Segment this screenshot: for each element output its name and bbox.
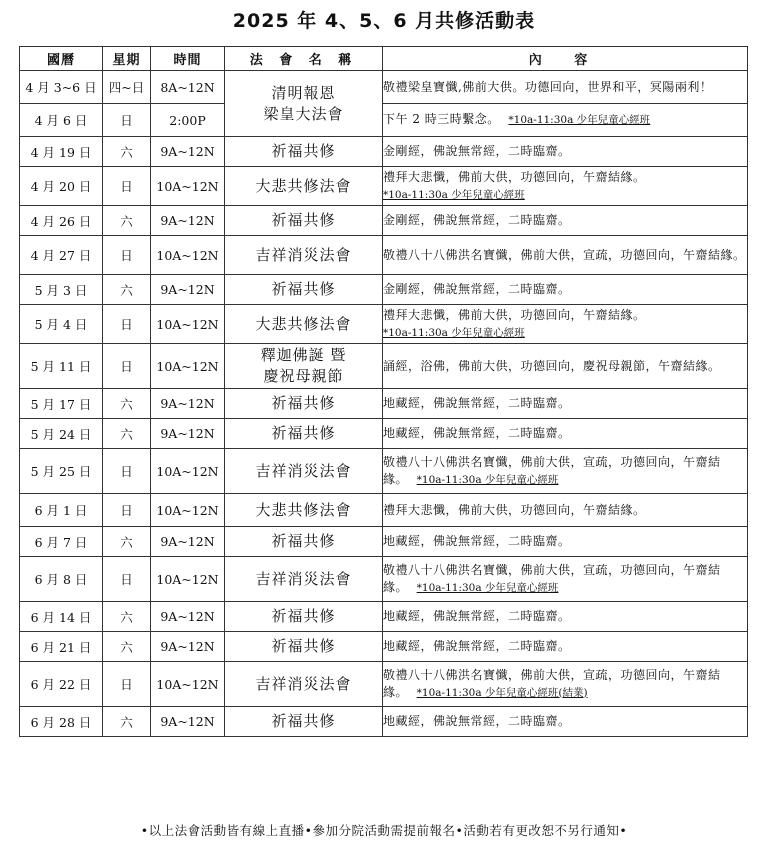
content-text: 地藏經，佛說無常經，二時臨齋。 (383, 714, 571, 728)
content-cell (383, 632, 748, 662)
event-name-cell (225, 167, 383, 206)
weekday-cell: 日 (103, 236, 151, 275)
event-name-line: 清明報恩 (271, 83, 336, 102)
event-name-cell (225, 662, 383, 707)
content-cell (383, 167, 748, 206)
date-cell: 6 月 8 日 (20, 557, 103, 602)
table-row (20, 449, 748, 494)
content-cell (383, 494, 748, 527)
date-cell: 6 月 7 日 (20, 527, 103, 557)
date-cell: 5 月 17 日 (20, 389, 103, 419)
page-title: 2025 年 4、5、6 月共修活動表 (232, 10, 536, 32)
content-text: 金剛經，佛說無常經，二時臨齋。 (383, 144, 571, 158)
date-cell: 4 月 6 日 (20, 104, 103, 137)
content-text: 禮拜大悲懺，佛前大供，功德回向，午齋結緣。 (383, 169, 646, 184)
table-row (20, 305, 748, 344)
table-row (20, 206, 748, 236)
class-note: *10a-11:30a 少年兒童心經班 (383, 188, 525, 201)
table-row (20, 137, 748, 167)
content-cell (383, 104, 748, 137)
event-name-cell (225, 305, 383, 344)
time-cell: 8A~12N (151, 71, 225, 104)
class-note: *10a-11:30a 少年兒童心經班 (508, 114, 651, 126)
date-cell: 5 月 25 日 (20, 449, 103, 494)
class-note: *10a-11:30a 少年兒童心經班 (383, 326, 525, 339)
event-name-line: 祈福共修 (271, 142, 336, 160)
table-row (20, 557, 748, 602)
time-cell: 10A~12N (151, 494, 225, 527)
date-cell: 5 月 3 日 (20, 275, 103, 305)
event-name-line: 大悲共修法會 (255, 500, 352, 519)
time-cell: 9A~12N (151, 419, 225, 449)
content-text: 敬禮八十八佛洪名寶懺，佛前大供，宣疏，功德回向，午齋結緣。 (383, 562, 721, 594)
event-name-line: 吉祥消災法會 (255, 569, 352, 588)
event-name-cell (225, 389, 383, 419)
weekday-cell: 日 (103, 449, 151, 494)
event-name-cell (225, 419, 383, 449)
header-day: 星期 (103, 47, 151, 71)
time-cell: 9A~12N (151, 137, 225, 167)
table-row (20, 494, 748, 527)
table-row (20, 662, 748, 707)
schedule-body (20, 71, 748, 737)
weekday-cell: 六 (103, 275, 151, 305)
header-date: 國曆 (20, 47, 103, 71)
date-cell: 6 月 22 日 (20, 662, 103, 707)
event-name-cell (225, 527, 383, 557)
header-event-name: 法 會 名 稱 (225, 47, 383, 71)
content-text: 誦經，浴佛，佛前大供，功德回向，慶祝母親節，午齋結緣。 (383, 358, 721, 373)
content-cell (383, 557, 748, 602)
header-content: 內 容 (383, 47, 748, 71)
content-cell (383, 707, 748, 737)
weekday-cell: 六 (103, 389, 151, 419)
event-name-line: 慶祝母親節 (263, 367, 344, 385)
event-name-line: 梁皇大法會 (263, 104, 344, 123)
event-name-cell (225, 707, 383, 737)
class-note: *10a-11:30a 少年兒童心經班 (416, 581, 559, 594)
time-cell: 9A~12N (151, 602, 225, 632)
event-name-cell (225, 206, 383, 236)
time-cell: 10A~12N (151, 305, 225, 344)
content-text: 金剛經，佛說無常經，二時臨齋。 (383, 213, 571, 227)
weekday-cell: 四~日 (103, 71, 151, 104)
time-cell: 10A~12N (151, 344, 225, 389)
table-row (20, 167, 748, 206)
weekday-cell: 日 (103, 305, 151, 344)
table-row (20, 527, 748, 557)
table-row (20, 707, 748, 737)
class-note: *10a-11:30a 少年兒童心經班 (416, 473, 559, 486)
event-name-line: 祈福共修 (271, 394, 336, 412)
event-name-line: 大悲共修法會 (255, 314, 352, 333)
table-row (20, 71, 748, 104)
content-cell (383, 71, 748, 104)
schedule-table (19, 46, 748, 737)
date-cell: 4 月 27 日 (20, 236, 103, 275)
content-text: 地藏經，佛說無常經，二時臨齋。 (383, 639, 571, 653)
content-text: 敬禮八十八佛洪名寶懺，佛前大供，宣疏，功德回向，午齋結緣。 (383, 667, 721, 699)
event-name-line: 祈福共修 (271, 280, 336, 298)
event-name-cell (225, 71, 383, 137)
weekday-cell: 六 (103, 419, 151, 449)
event-name-cell (225, 449, 383, 494)
event-name-line: 吉祥消災法會 (255, 461, 352, 480)
content-text: 敬禮梁皇寶懺,佛前大供。功德回向，世界和平，冥陽兩利！ (383, 79, 713, 94)
date-cell: 6 月 1 日 (20, 494, 103, 527)
table-row (20, 236, 748, 275)
event-name-cell (225, 236, 383, 275)
event-name-cell (225, 494, 383, 527)
time-cell: 10A~12N (151, 167, 225, 206)
event-name-cell (225, 557, 383, 602)
event-name-line: 大悲共修法會 (255, 176, 352, 195)
table-row (20, 344, 748, 389)
content-text: 地藏經，佛說無常經，二時臨齋。 (383, 426, 571, 440)
content-cell (383, 275, 748, 305)
content-cell (383, 602, 748, 632)
content-text: 禮拜大悲懺，佛前大供，功德回向，午齋結緣。 (383, 307, 646, 322)
weekday-cell: 日 (103, 662, 151, 707)
time-cell: 9A~12N (151, 707, 225, 737)
event-name-cell (225, 137, 383, 167)
table-row (20, 275, 748, 305)
content-cell (383, 236, 748, 275)
event-name-line: 釋迦佛誕 暨 (260, 346, 347, 364)
content-text: 下午 2 時三時繫念。 (383, 112, 500, 126)
table-row (20, 632, 748, 662)
weekday-cell: 六 (103, 527, 151, 557)
time-cell: 10A~12N (151, 662, 225, 707)
date-cell: 4 月 26 日 (20, 206, 103, 236)
event-name-line: 祈福共修 (271, 607, 336, 625)
table-header-row (20, 47, 748, 71)
content-text: 敬禮八十八佛洪名寶懺，佛前大供，宣疏，功德回向，午齋結緣。 (383, 454, 721, 486)
weekday-cell: 六 (103, 206, 151, 236)
date-cell: 5 月 11 日 (20, 344, 103, 389)
class-note: *10a-11:30a 少年兒童心經班(結業) (416, 686, 588, 699)
content-cell (383, 419, 748, 449)
time-cell: 10A~12N (151, 236, 225, 275)
weekday-cell: 六 (103, 707, 151, 737)
event-name-line: 祈福共修 (271, 712, 336, 730)
footer-notice: •以上法會活動皆有線上直播•參加分院活動需提前報名•活動若有更改恕不另行通知• (140, 823, 628, 838)
event-name-cell (225, 602, 383, 632)
content-cell (383, 389, 748, 419)
time-cell: 9A~12N (151, 389, 225, 419)
weekday-cell: 六 (103, 602, 151, 632)
time-cell: 9A~12N (151, 527, 225, 557)
event-name-line: 祈福共修 (271, 424, 336, 442)
event-name-line: 吉祥消災法會 (255, 245, 352, 264)
content-cell (383, 305, 748, 344)
table-row (20, 419, 748, 449)
weekday-cell: 六 (103, 137, 151, 167)
content-text: 地藏經，佛說無常經，二時臨齋。 (383, 396, 571, 410)
date-cell: 6 月 14 日 (20, 602, 103, 632)
weekday-cell: 日 (103, 104, 151, 137)
content-cell (383, 662, 748, 707)
time-cell: 9A~12N (151, 632, 225, 662)
weekday-cell: 日 (103, 494, 151, 527)
date-cell: 6 月 21 日 (20, 632, 103, 662)
content-cell (383, 527, 748, 557)
content-text: 金剛經，佛說無常經，二時臨齋。 (383, 282, 571, 296)
event-name-cell (225, 344, 383, 389)
content-text: 禮拜大悲懺，佛前大供，功德回向，午齋結緣。 (383, 502, 646, 517)
content-cell (383, 206, 748, 236)
content-text: 地藏經，佛說無常經，二時臨齋。 (383, 534, 571, 548)
date-cell: 4 月 3~6 日 (20, 71, 103, 104)
time-cell: 10A~12N (151, 557, 225, 602)
content-cell (383, 449, 748, 494)
event-name-line: 祈福共修 (271, 532, 336, 550)
event-name-line: 吉祥消災法會 (255, 674, 352, 693)
date-cell: 5 月 4 日 (20, 305, 103, 344)
content-text: 地藏經，佛說無常經，二時臨齋。 (383, 609, 571, 623)
table-row (20, 602, 748, 632)
event-name-line: 祈福共修 (271, 637, 336, 655)
date-cell: 4 月 20 日 (20, 167, 103, 206)
content-cell (383, 344, 748, 389)
date-cell: 6 月 28 日 (20, 707, 103, 737)
time-cell: 2:00P (151, 104, 225, 137)
content-text: 敬禮八十八佛洪名寶懺，佛前大供，宣疏，功德回向，午齋結緣。 (383, 247, 746, 262)
weekday-cell: 日 (103, 344, 151, 389)
time-cell: 9A~12N (151, 275, 225, 305)
date-cell: 5 月 24 日 (20, 419, 103, 449)
table-row (20, 389, 748, 419)
content-cell (383, 137, 748, 167)
time-cell: 10A~12N (151, 449, 225, 494)
weekday-cell: 六 (103, 632, 151, 662)
event-name-line: 祈福共修 (271, 211, 336, 229)
weekday-cell: 日 (103, 557, 151, 602)
date-cell: 4 月 19 日 (20, 137, 103, 167)
table-row (20, 104, 748, 137)
weekday-cell: 日 (103, 167, 151, 206)
event-name-cell (225, 632, 383, 662)
header-time: 時間 (151, 47, 225, 71)
time-cell: 9A~12N (151, 206, 225, 236)
event-name-cell (225, 275, 383, 305)
